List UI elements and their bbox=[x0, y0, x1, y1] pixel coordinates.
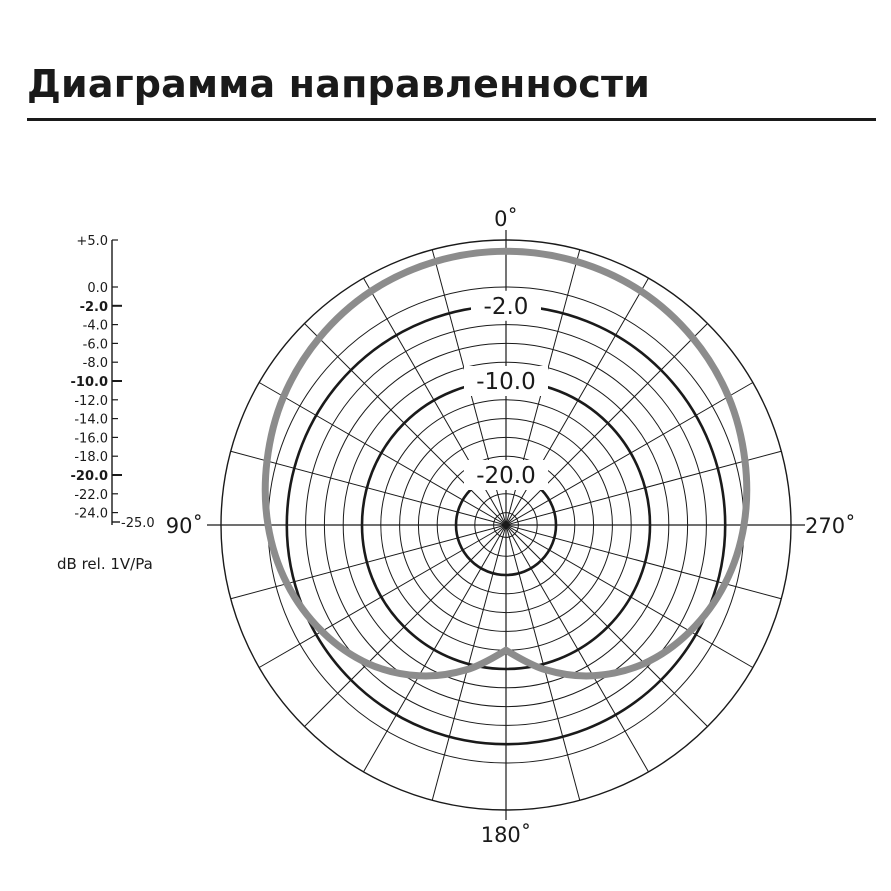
scale-tick-label: -8.0 bbox=[82, 356, 108, 372]
scale-tick-label: +5.0 bbox=[76, 234, 108, 249]
scale-tick-label: -6.0 bbox=[82, 337, 108, 353]
scale-tick-label: -24.0 bbox=[74, 506, 108, 522]
angle-label: 180˚ bbox=[480, 823, 532, 847]
scale-tick-label: -10.0 bbox=[70, 375, 108, 390]
scale-tick-label: -4.0 bbox=[82, 318, 108, 334]
page-title: Диаграмма направленности bbox=[27, 62, 651, 106]
angle-label: 270˚ bbox=[805, 514, 856, 538]
scale-tick-label: -16.0 bbox=[74, 431, 108, 447]
scale-tick-label: -25.0 bbox=[121, 516, 155, 531]
ring-label: -10.0 bbox=[476, 369, 536, 395]
db-scale bbox=[71, 234, 155, 531]
unit-label: dB rel. 1V/Pa bbox=[57, 555, 153, 573]
scale-tick-label: -18.0 bbox=[74, 450, 108, 466]
angle-label: 0˚ bbox=[494, 207, 518, 231]
angle-label: 90˚ bbox=[165, 514, 203, 538]
scale-tick-label: -20.0 bbox=[70, 469, 108, 484]
scale-tick-label: -14.0 bbox=[74, 412, 108, 428]
scale-tick-label: -12.0 bbox=[74, 393, 108, 409]
grid-spoke bbox=[304, 323, 506, 525]
scale-tick-label: -22.0 bbox=[74, 487, 108, 503]
ring-label: -20.0 bbox=[476, 463, 536, 489]
scale-tick-label: 0.0 bbox=[87, 281, 108, 296]
scale-tick-label: -2.0 bbox=[79, 299, 108, 315]
grid-spoke bbox=[304, 525, 506, 727]
grid-spoke bbox=[432, 525, 506, 800]
grid-spoke bbox=[506, 525, 580, 800]
ring-label: -2.0 bbox=[483, 293, 529, 320]
grid-spoke bbox=[506, 525, 708, 727]
grid-spoke bbox=[506, 323, 708, 525]
